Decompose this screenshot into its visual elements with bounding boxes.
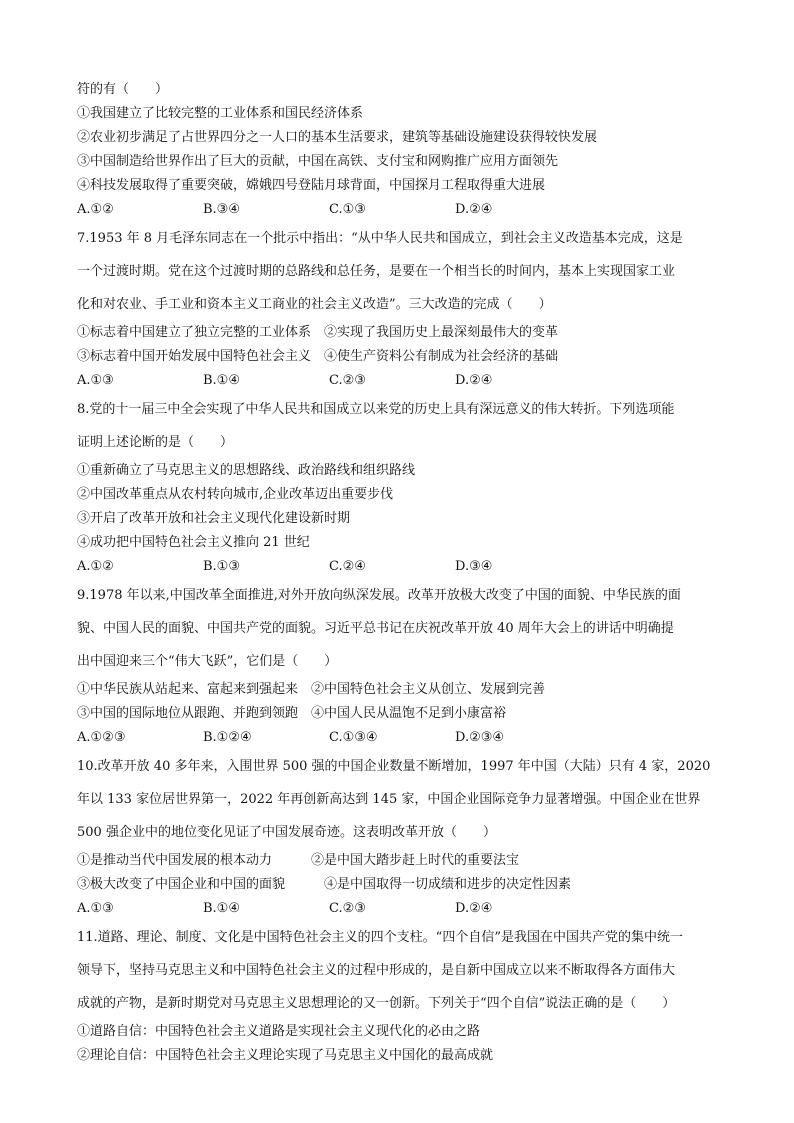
exam-page [77,78,722,1068]
answer-option: C.②③ [329,901,366,916]
statement-line: ②理论自信：中国特色社会主义理论实现了马克思主义中国化的最高成就 [77,1048,494,1063]
answer-options-row [77,897,722,921]
statement-line: ③极大改变了中国企业和中国的面貌 ④是中国取得一切成绩和进步的决定性因素 [77,877,572,892]
statement-line: ③开启了改革开放和社会主义现代化建设新时期 [77,511,351,526]
question-stem-line: 貌、中国人民的面貌、中国共产党的面貌。习近平总书记在庆祝改革开放 40 周年大会上的讲话中明确提 [77,621,674,636]
question-stem-line: 7.1953 年 8 月毛泽东同志在一个批示中指出：“从中华人民共和国成立，到社会主义改造基本完成，这是 [77,231,683,246]
question-stem-line: 年以 133 家位居世界第一，2022 年再创新高达到 145 家，中国企业国际竞争力显著增强。中国企业在世界 [77,792,701,807]
answer-option: A.①② [77,202,114,217]
answer-option: C.①③ [329,202,366,217]
statement-line: ②中国改革重点从农村转向城市,企业改革迈出重要步伐 [77,487,394,502]
statement-line: ①重新确立了马克思主义的思想路线、政治路线和组织路线 [77,463,416,478]
question-stem-line: 8.党的十一届三中全会实现了中华人民共和国成立以来党的历史上具有深远意义的伟大转折。下列选项能 [77,402,675,417]
answer-option: C.②④ [329,559,366,574]
answer-option: A.①③ [77,373,114,388]
question-stem-line: 领导下，坚持马克思主义和中国特色社会主义的过程中形成的，是自新中国成立以来不断取得各方面伟大 [77,963,676,978]
question-stem-line: 成就的产物，是新时期党对马克思主义思想理论的又一创新。下列关于“四个自信”说法正确的是（ ） [77,996,676,1011]
answer-options-row [77,369,722,393]
answer-option: B.①②④ [203,730,252,745]
answer-options-row [77,726,722,750]
statement-line: ②农业初步满足了占世界四分之一人口的基本生活要求，建筑等基础设施建设获得较快发展 [77,130,598,145]
answer-option: A.①② [77,559,114,574]
answer-option: B.①④ [203,901,240,916]
question-stem-line: 一个过渡时期。党在这个过渡时期的总路线和总任务，是要在一个相当长的时间内，基本上实现国家工业 [77,264,676,279]
answer-option: D.③④ [455,559,493,574]
statement-line: ③标志着中国开始发展中国特色社会主义 ④使生产资料公有制成为社会经济的基础 [77,349,559,364]
question-stem-line: 10.改革开放 40 多年来，入围世界 500 强的中国企业数量不断增加，1997 年中国（大陆）只有 4 家，2020 [77,759,711,774]
answer-options-row [77,555,722,579]
statement-line: ①标志着中国建立了独立完整的工业体系 ②实现了我国历史上最深刻最伟大的变革 [77,325,559,340]
answer-options-row [77,198,722,222]
answer-option: C.①③④ [329,730,378,745]
answer-option: D.②③④ [455,730,505,745]
answer-option: D.②④ [455,202,493,217]
statement-line: ③中国的国际地位从跟跑、并跑到领跑 ④中国人民从温饱不足到小康富裕 [77,706,507,721]
statement-line: ④科技发展取得了重要突破，嫦娥四号登陆月球背面，中国探月工程取得重大进展 [77,178,546,193]
statement-line: ①我国建立了比较完整的工业体系和国民经济体系 [77,106,364,121]
statement-line: ①道路自信：中国特色社会主义道路是实现社会主义现代化的必由之路 [77,1024,481,1039]
statement-line: ③中国制造给世界作出了巨大的贡献，中国在高铁、支付宝和网购推广应用方面领先 [77,154,559,169]
question-stem-line: 11.道路、理论、制度、文化是中国特色社会主义的四个支柱。“四个自信”是我国在中国共产党的集中统一 [77,930,683,945]
statement-line: 符的有（ ） [77,82,169,97]
answer-option: A.①②③ [77,730,126,745]
statement-line: ④成功把中国特色社会主义推向 21 世纪 [77,535,310,550]
answer-option: B.③④ [203,202,240,217]
answer-option: B.①④ [203,373,240,388]
statement-line: ①中华民族从站起来、富起来到强起来 ②中国特色社会主义从创立、发展到完善 [77,682,546,697]
question-stem-line: 化和对农业、手工业和资本主义工商业的社会主义改造”。三大改造的完成（ ） [77,297,552,312]
answer-option: A.①③ [77,901,114,916]
answer-option: C.②③ [329,373,366,388]
answer-option: D.②④ [455,901,493,916]
question-stem-line: 9.1978 年以来,中国改革全面推进,对外开放向纵深发展。改革开放极大改变了中国的面貌、中华民族的面 [77,588,681,603]
question-stem-line: 证明上述论断的是（ ） [77,435,234,450]
question-stem-line: 500 强企业中的地位变化见证了中国发展奇迹。这表明改革开放（ ） [77,825,496,840]
answer-option: D.②④ [455,373,493,388]
answer-option: B.①③ [203,559,240,574]
question-stem-line: 出中国迎来三个“伟大飞跃”，它们是（ ） [77,654,338,669]
statement-line: ①是推动当代中国发展的根本动力 ②是中国大踏步赶上时代的重要法宝 [77,853,520,868]
